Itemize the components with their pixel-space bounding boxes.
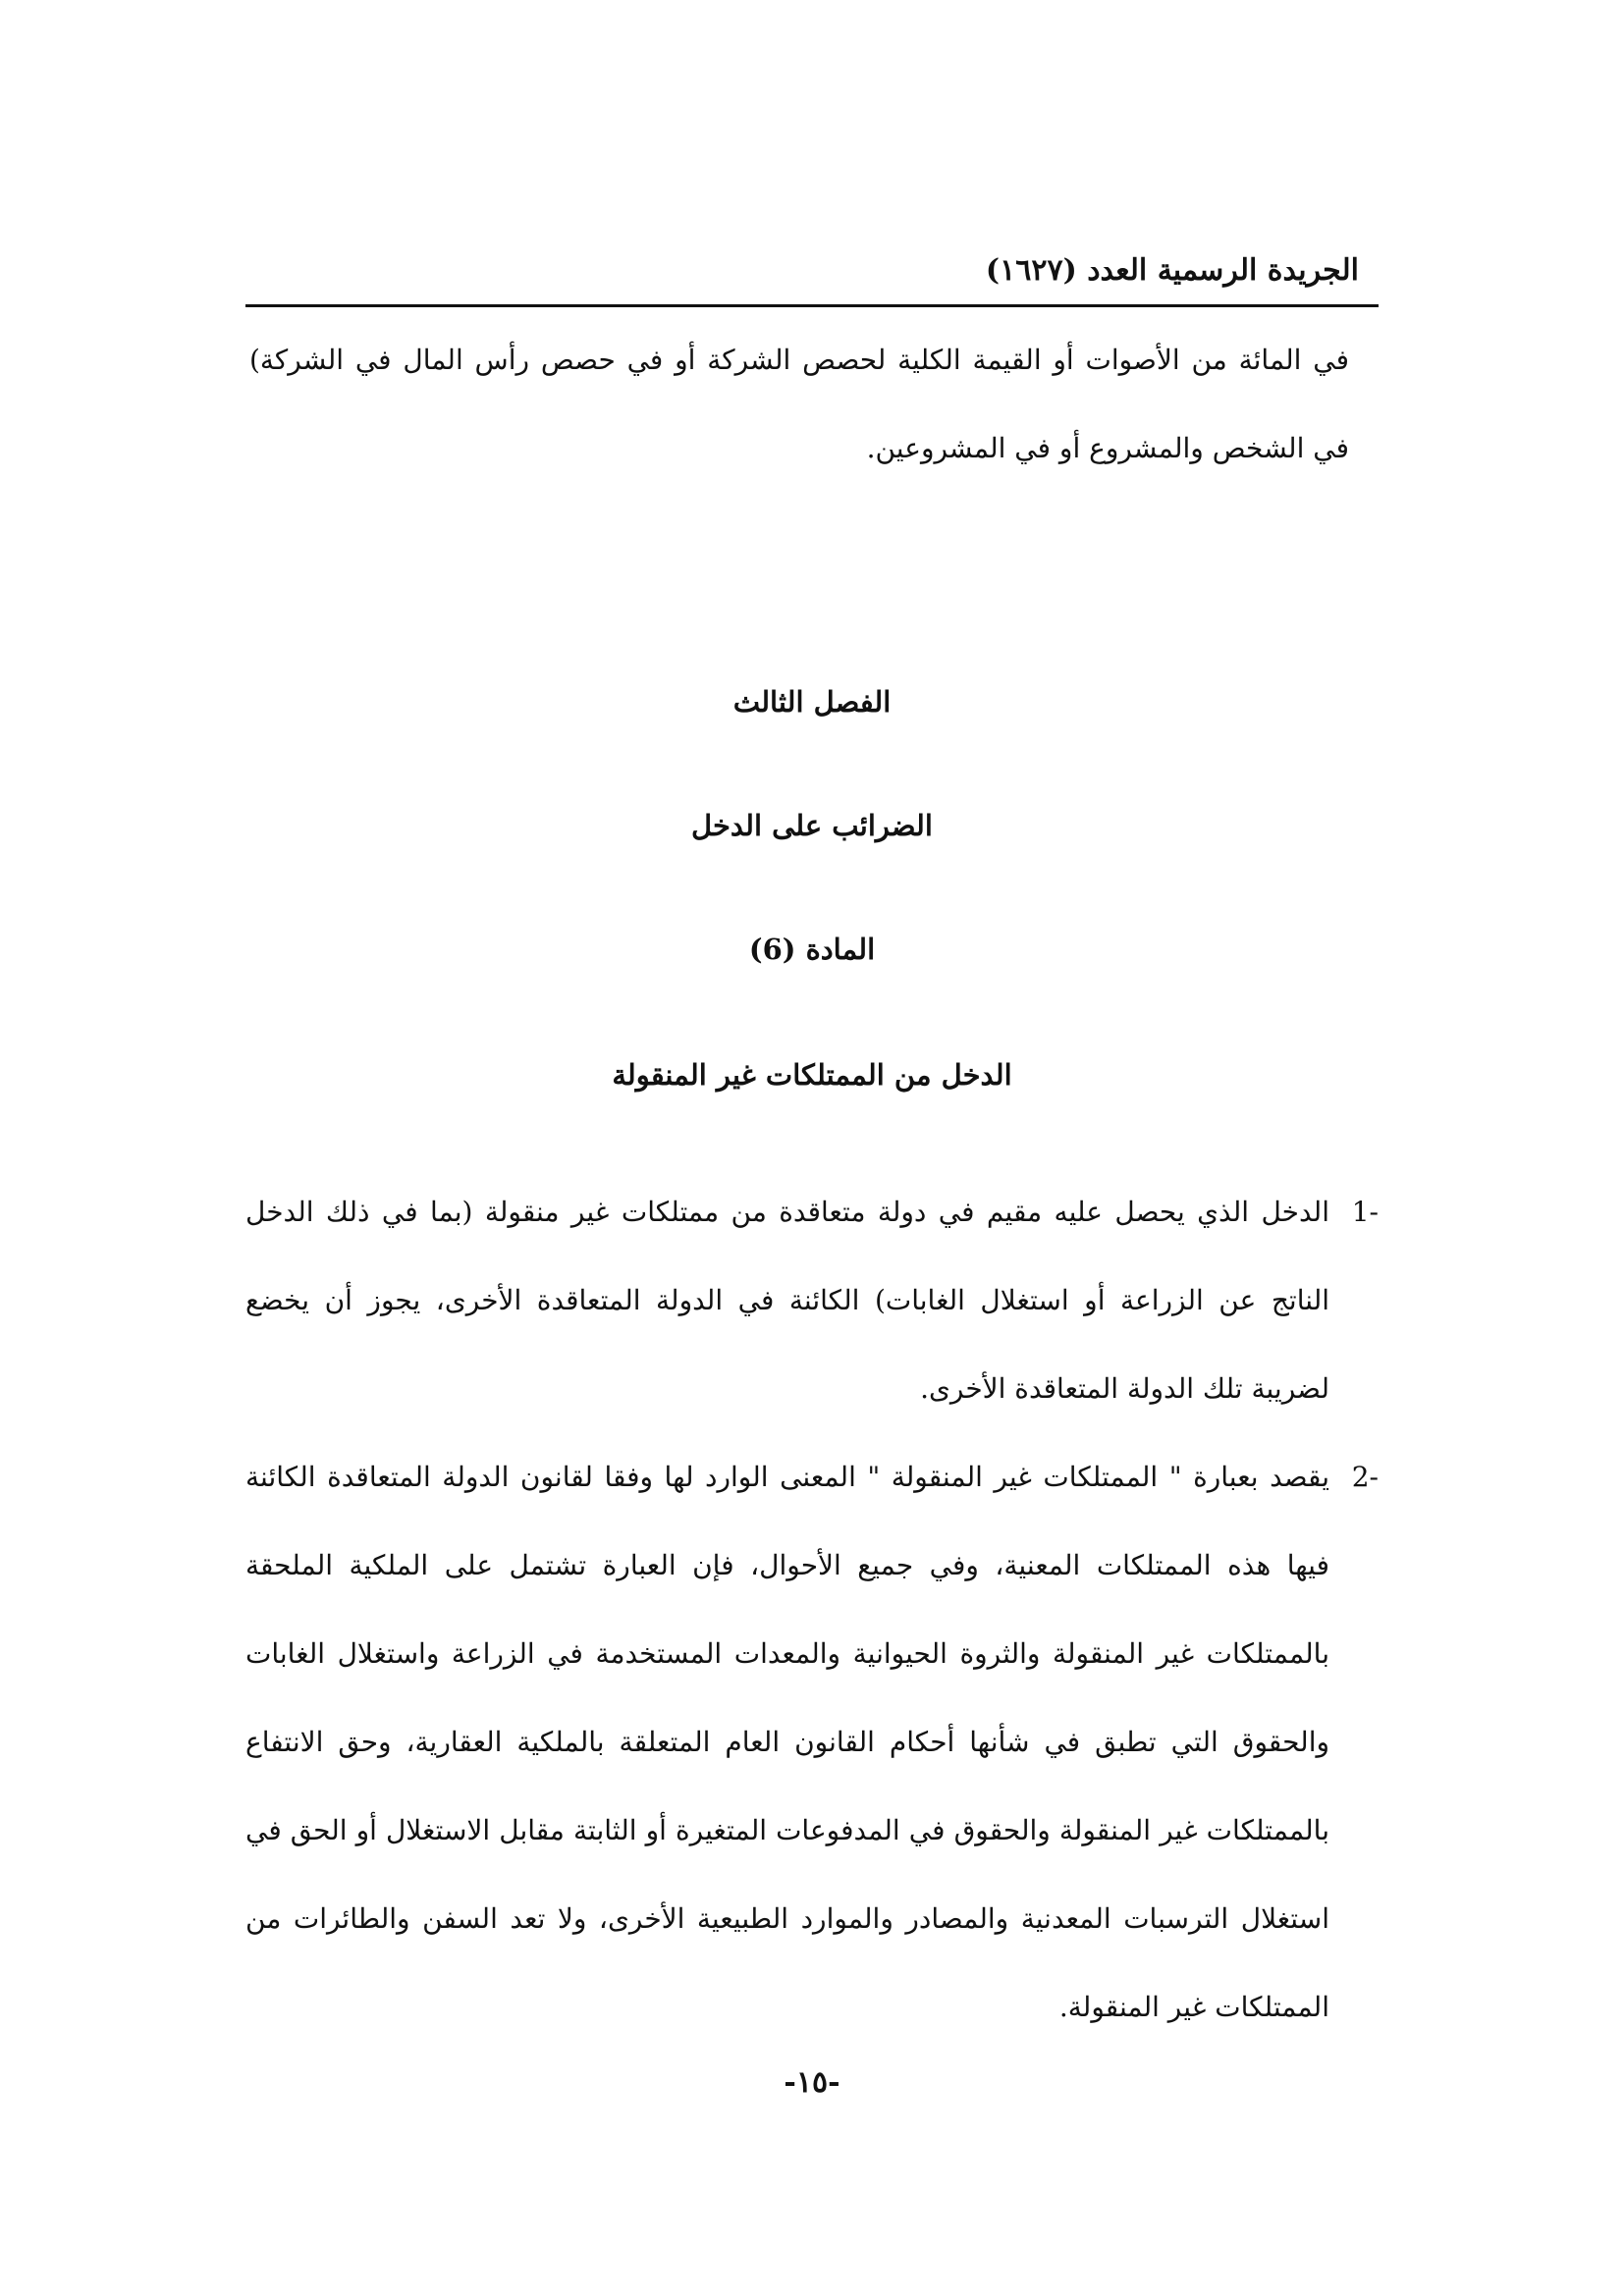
gazette-title: الجريدة الرسمية العدد (١٦٢٧) bbox=[985, 253, 1359, 288]
page-number: -١٥- bbox=[784, 2065, 840, 2100]
gazette-header bbox=[245, 253, 1379, 312]
item-text: الدخل الذي يحصل عليه مقيم في دولة متعاقدة من ممتلكات غير منقولة (بما في ذلك الدخل الناتج عن الزراعة أو استغلال الغابات) الكائنة في الدولة المتعاقدة الأخرى، يجوز أن يخضع لضريبة تلك الدولة المتعاقدة الأخرى. bbox=[245, 1196, 1329, 1405]
item-number: -2 bbox=[1351, 1461, 1379, 1493]
header-divider bbox=[245, 304, 1379, 307]
item-number: -1 bbox=[1351, 1196, 1379, 1228]
chapter-heading: الفصل الثالث bbox=[732, 685, 892, 719]
article-title: الدخل من الممتلكات غير المنقولة bbox=[612, 1058, 1012, 1092]
subject-heading: الضرائب على الدخل bbox=[691, 809, 933, 842]
item-text: يقصد بعبارة " الممتلكات غير المنقولة " المعنى الوارد لها وفقا لقانون الدولة المتعاقدة الكائنة فيها هذه الممتلكات المعنية، وفي جميع الأحوال، فإن العبارة تشتمل على الملكية الملحقة بالممتلكات غير المنقولة والثروة الحيوانية والمعدات المستخدمة في الزراعة واستغلال الغابات والحقوق التي تطبق في شأنها أحكام القانون العام المتعلقة بالملكية العقارية، وحق الانتفاع بالممتلكات غير المنقولة والحقوق في المدفوعات المتغيرة أو الثابتة مقابل الاستغلال أو الحق في استغلال الترسبات المعدنية والمصادر والموارد الطبيعية الأخرى، ولا تعد السفن والطائرات من الممتلكات غير المنقولة. bbox=[245, 1461, 1329, 2023]
list-item bbox=[245, 1433, 1379, 2052]
article-heading: المادة (6) bbox=[748, 933, 876, 966]
list-item bbox=[245, 1168, 1379, 1433]
continuation-paragraph: في المائة من الأصوات أو القيمة الكلية لحصص الشركة أو في حصص رأس المال في الشركة) في الشخص والمشروع أو في المشروعين. bbox=[249, 344, 1349, 464]
